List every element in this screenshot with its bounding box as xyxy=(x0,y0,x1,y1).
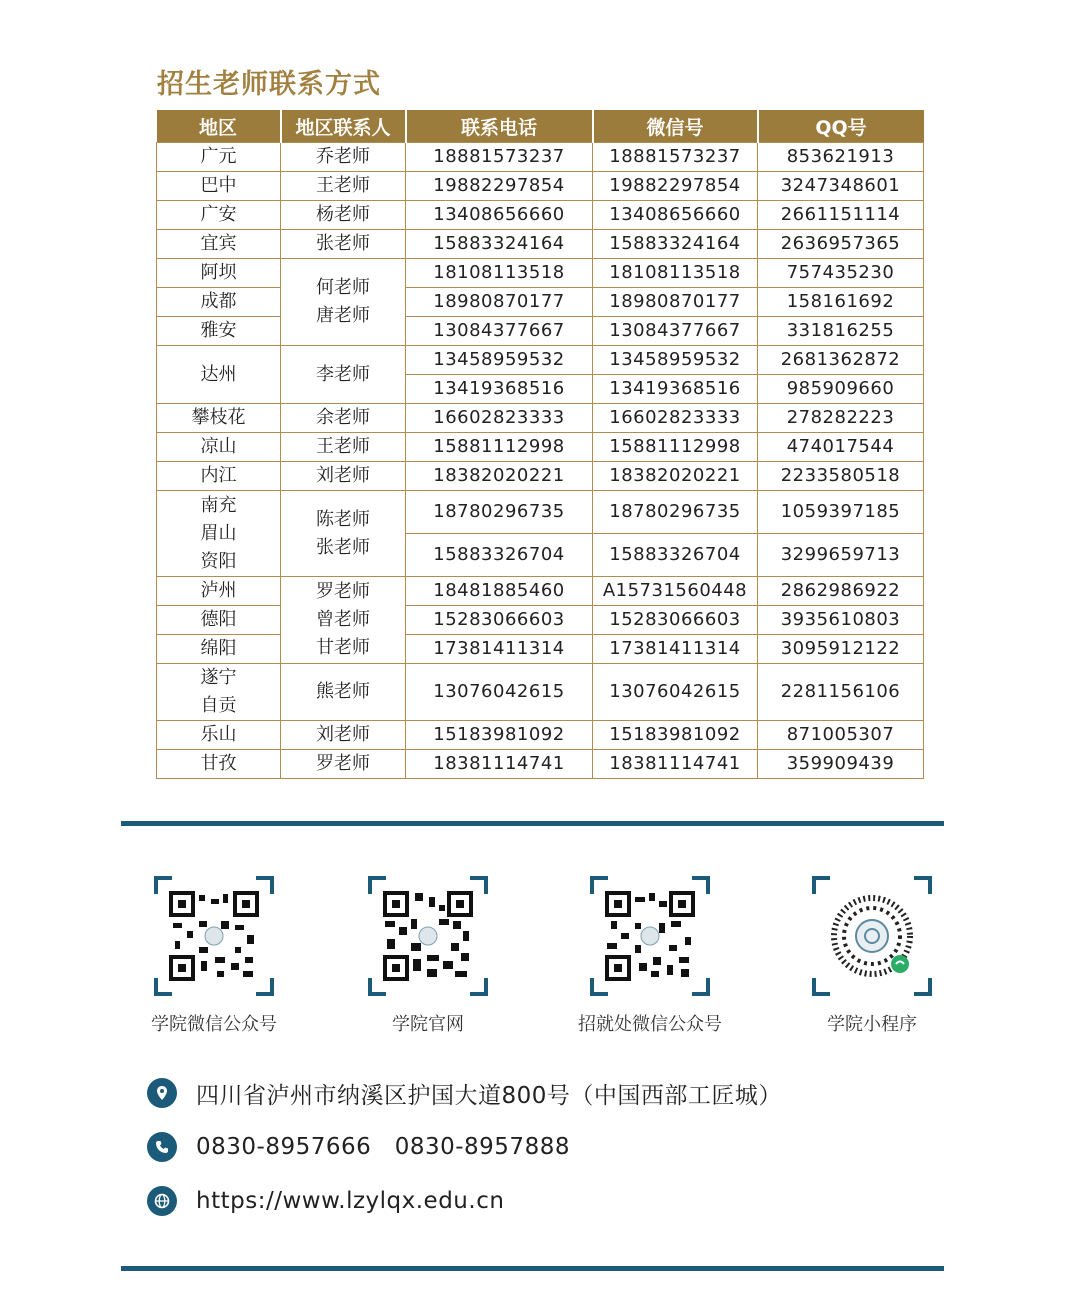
location-pin-icon xyxy=(147,1078,177,1108)
region-cell: 乐山 xyxy=(157,721,281,750)
wechat-cell: 17381411314 xyxy=(593,635,758,664)
wechat-cell: 18108113518 xyxy=(593,259,758,288)
contact-name: 曾老师 xyxy=(316,609,370,630)
table-row xyxy=(157,172,924,201)
qq-cell: 158161692 xyxy=(758,288,924,317)
website-row[interactable] xyxy=(147,1184,504,1218)
region-cell: 泸州 xyxy=(157,577,281,606)
wechat-cell: 15183981092 xyxy=(593,721,758,750)
header-wechat: 微信号 xyxy=(593,110,758,143)
region-cell: 凉山 xyxy=(157,433,281,462)
wechat-cell: 13084377667 xyxy=(593,317,758,346)
qr-code-icon xyxy=(605,891,695,981)
region-cell: 巴中 xyxy=(157,172,281,201)
address-row xyxy=(147,1076,782,1110)
region-name: 眉山 xyxy=(200,522,237,544)
region-cell: 雅安 xyxy=(157,317,281,346)
divider-top xyxy=(121,821,944,826)
wechat-cell: 13408656660 xyxy=(593,201,758,230)
phone-cell: 18481885460 xyxy=(406,577,593,606)
region-cell xyxy=(157,664,281,721)
qr-frame xyxy=(590,876,710,996)
wechat-cell: 13076042615 xyxy=(593,664,758,721)
table-row xyxy=(157,259,924,288)
phone-cell: 18382020221 xyxy=(406,462,593,491)
phone-row xyxy=(147,1130,570,1164)
contact-cell xyxy=(281,577,406,664)
header-contact: 地区联系人 xyxy=(281,110,406,143)
qr-recruitment-wechat[interactable] xyxy=(570,876,730,1036)
qq-cell: 2636957365 xyxy=(758,230,924,259)
page-title: 招生老师联系方式 xyxy=(157,69,381,100)
qr-website[interactable] xyxy=(348,876,508,1036)
divider-bottom xyxy=(121,1266,944,1271)
contact-cell: 张老师 xyxy=(281,230,406,259)
region-cell: 内江 xyxy=(157,462,281,491)
contact-name: 唐老师 xyxy=(316,305,370,326)
qq-cell: 2661151114 xyxy=(758,201,924,230)
table-row xyxy=(157,201,924,230)
wechat-cell: 18780296735 xyxy=(593,491,758,534)
qq-cell: 331816255 xyxy=(758,317,924,346)
phone-cell: 15881112998 xyxy=(406,433,593,462)
region-name: 遂宁 xyxy=(200,667,237,688)
qq-cell: 359909439 xyxy=(758,750,924,779)
mini-program-code-icon xyxy=(827,891,917,981)
phone-cell: 19882297854 xyxy=(406,172,593,201)
table-row xyxy=(157,577,924,606)
contact-name: 甘老师 xyxy=(316,637,370,658)
contact-name: 陈老师 xyxy=(316,508,370,530)
qq-cell: 3095912122 xyxy=(758,635,924,664)
contact-cell: 熊老师 xyxy=(281,664,406,721)
wechat-cell: 18980870177 xyxy=(593,288,758,317)
phone-cell: 18780296735 xyxy=(406,491,593,534)
qr-frame xyxy=(812,876,932,996)
qr-frame xyxy=(368,876,488,996)
contact-table xyxy=(156,110,924,779)
qr-frame xyxy=(154,876,274,996)
contact-name: 张老师 xyxy=(316,536,370,558)
phone-cell: 13458959532 xyxy=(406,346,593,375)
table-row xyxy=(157,664,924,721)
phone-cell: 17381411314 xyxy=(406,635,593,664)
qq-cell: 3935610803 xyxy=(758,606,924,635)
table-row xyxy=(157,491,924,534)
qr-code-icon xyxy=(169,891,259,981)
phone-cell: 15283066603 xyxy=(406,606,593,635)
wechat-cell: 13458959532 xyxy=(593,346,758,375)
contact-cell: 杨老师 xyxy=(281,201,406,230)
phone-cell: 13419368516 xyxy=(406,375,593,404)
region-cell: 甘孜 xyxy=(157,750,281,779)
wechat-cell: 15881112998 xyxy=(593,433,758,462)
header-qq: QQ号 xyxy=(758,110,924,143)
wechat-cell: 15883324164 xyxy=(593,230,758,259)
phone-cell: 18980870177 xyxy=(406,288,593,317)
qr-wechat-official[interactable] xyxy=(134,876,294,1036)
table-header-row xyxy=(157,110,924,143)
region-cell: 达州 xyxy=(157,346,281,404)
table-row xyxy=(157,288,924,317)
website-link[interactable]: https://www.lzylqx.edu.cn xyxy=(196,1188,505,1214)
table-row xyxy=(157,635,924,664)
qq-cell: 1059397185 xyxy=(758,491,924,534)
region-cell: 广安 xyxy=(157,201,281,230)
phone-cell: 15883326704 xyxy=(406,534,593,577)
contact-cell: 刘老师 xyxy=(281,721,406,750)
contact-cell: 李老师 xyxy=(281,346,406,404)
header-region: 地区 xyxy=(157,110,281,143)
wechat-cell: 13419368516 xyxy=(593,375,758,404)
contact-cell xyxy=(281,259,406,346)
phone-cell: 16602823333 xyxy=(406,404,593,433)
phone-cell: 13408656660 xyxy=(406,201,593,230)
qq-cell: 2862986922 xyxy=(758,577,924,606)
contact-cell: 王老师 xyxy=(281,172,406,201)
region-cell: 德阳 xyxy=(157,606,281,635)
wechat-cell: 16602823333 xyxy=(593,404,758,433)
wechat-cell: 18382020221 xyxy=(593,462,758,491)
region-cell: 绵阳 xyxy=(157,635,281,664)
wechat-cell: 15283066603 xyxy=(593,606,758,635)
qr-mini-program[interactable] xyxy=(792,876,952,1036)
table-row xyxy=(157,433,924,462)
phone-cell: 18108113518 xyxy=(406,259,593,288)
contact-cell: 王老师 xyxy=(281,433,406,462)
qq-cell: 757435230 xyxy=(758,259,924,288)
globe-icon xyxy=(147,1186,177,1216)
wechat-cell: 19882297854 xyxy=(593,172,758,201)
phone-cell: 18881573237 xyxy=(406,143,593,172)
table-row xyxy=(157,750,924,779)
qr-label: 学院官网 xyxy=(392,1014,464,1035)
qq-cell: 985909660 xyxy=(758,375,924,404)
qq-cell: 474017544 xyxy=(758,433,924,462)
qr-label: 招就处微信公众号 xyxy=(578,1014,722,1035)
region-cell: 广元 xyxy=(157,143,281,172)
address-text: 四川省泸州市纳溪区护国大道800号（中国西部工匠城） xyxy=(196,1082,782,1109)
table-row xyxy=(157,346,924,375)
qq-cell: 3299659713 xyxy=(758,534,924,577)
contact-cell xyxy=(281,491,406,577)
table-row xyxy=(157,606,924,635)
wechat-cell: 18881573237 xyxy=(593,143,758,172)
region-cell xyxy=(157,491,281,577)
contact-cell: 乔老师 xyxy=(281,143,406,172)
phone-icon xyxy=(147,1132,177,1162)
wechat-cell: 15883326704 xyxy=(593,534,758,577)
table-row xyxy=(157,721,924,750)
region-cell: 攀枝花 xyxy=(157,404,281,433)
qq-cell: 871005307 xyxy=(758,721,924,750)
region-cell: 宜宾 xyxy=(157,230,281,259)
table-row xyxy=(157,317,924,346)
wechat-cell: 18381114741 xyxy=(593,750,758,779)
phone-cell: 15183981092 xyxy=(406,721,593,750)
table-row xyxy=(157,462,924,491)
header-phone: 联系电话 xyxy=(406,110,593,143)
region-cell: 阿坝 xyxy=(157,259,281,288)
region-cell: 成都 xyxy=(157,288,281,317)
phone-cell: 13076042615 xyxy=(406,664,593,721)
phone-text: 0830-8957666 0830-8957888 xyxy=(196,1134,570,1160)
region-name: 南充 xyxy=(200,494,237,516)
qq-cell: 2281156106 xyxy=(758,664,924,721)
contact-cell: 罗老师 xyxy=(281,750,406,779)
qq-cell: 853621913 xyxy=(758,143,924,172)
table-row xyxy=(157,404,924,433)
table-row xyxy=(157,230,924,259)
qq-cell: 278282223 xyxy=(758,404,924,433)
phone-cell: 15883324164 xyxy=(406,230,593,259)
contact-cell: 余老师 xyxy=(281,404,406,433)
qr-label: 学院小程序 xyxy=(827,1014,917,1035)
contact-cell: 刘老师 xyxy=(281,462,406,491)
region-name: 自贡 xyxy=(200,695,237,716)
qq-cell: 3247348601 xyxy=(758,172,924,201)
qr-label: 学院微信公众号 xyxy=(151,1014,277,1035)
phone-cell: 13084377667 xyxy=(406,317,593,346)
region-name: 资阳 xyxy=(200,550,237,572)
qr-code-icon xyxy=(383,891,473,981)
wechat-cell: A15731560448 xyxy=(593,577,758,606)
table-row xyxy=(157,143,924,172)
contact-name: 何老师 xyxy=(316,277,370,298)
phone-cell: 18381114741 xyxy=(406,750,593,779)
qq-cell: 2681362872 xyxy=(758,346,924,375)
contact-name: 罗老师 xyxy=(316,581,370,602)
qq-cell: 2233580518 xyxy=(758,462,924,491)
